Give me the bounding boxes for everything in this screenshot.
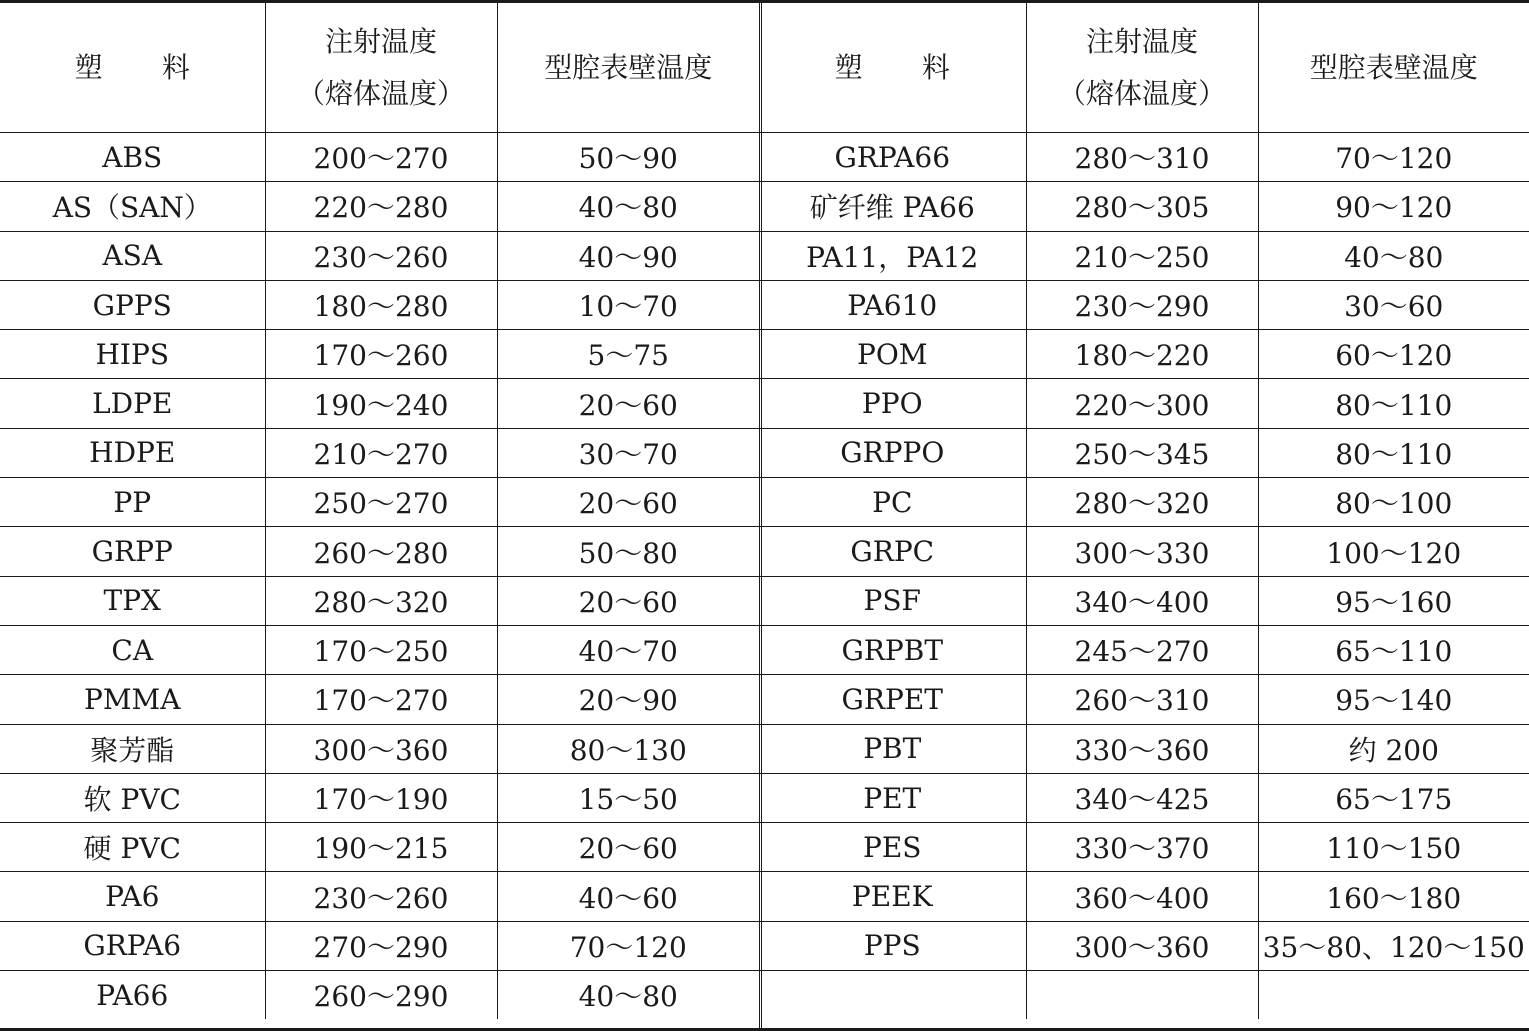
left-plastic-cell: 硬 PVC <box>0 823 265 872</box>
right-mold-cell: 35～80、120～150 <box>1258 921 1529 970</box>
header-melt-temp-right <box>1026 3 1258 133</box>
table-body <box>0 133 1529 1020</box>
left-mold-cell: 20～60 <box>497 379 759 428</box>
right-melt-cell: 245～270 <box>1026 625 1258 674</box>
table-row <box>0 182 1529 231</box>
right-plastic-cell: 矿纤维 PA66 <box>759 182 1026 231</box>
temperature-table <box>0 3 1529 1019</box>
right-melt-cell: 340～400 <box>1026 576 1258 625</box>
right-mold-cell: 160～180 <box>1258 872 1529 921</box>
right-melt-cell: 330～360 <box>1026 724 1258 773</box>
left-mold-cell: 20～60 <box>497 478 759 527</box>
left-melt-cell: 210～270 <box>265 428 497 477</box>
left-melt-cell: 280～320 <box>265 576 497 625</box>
left-plastic-cell: ASA <box>0 231 265 280</box>
right-melt-cell: 280～310 <box>1026 133 1258 182</box>
left-melt-cell: 170～190 <box>265 773 497 822</box>
left-mold-cell: 40～80 <box>578 980 678 1014</box>
header-melt-line2: （熔体温度） <box>1057 76 1226 110</box>
left-melt-cell: 190～215 <box>265 823 497 872</box>
right-melt-cell: 220～300 <box>1026 379 1258 428</box>
left-plastic-cell: PA6 <box>0 872 265 921</box>
right-plastic-cell: GRPA66 <box>759 133 1026 182</box>
left-mold-cell: 20～90 <box>497 675 759 724</box>
right-plastic-cell: PA610 <box>759 280 1026 329</box>
right-melt-cell: 180～220 <box>1026 330 1258 379</box>
double-column-divider <box>759 3 762 1028</box>
header-plastic-right: 塑 料 <box>759 3 1026 133</box>
right-plastic-cell: PES <box>759 823 1026 872</box>
table-row <box>0 478 1529 527</box>
right-plastic-cell: PBT <box>759 724 1026 773</box>
right-mold-cell: 90～120 <box>1258 182 1529 231</box>
right-melt-cell: 300～360 <box>1026 921 1258 970</box>
left-mold-cell: 70～120 <box>497 921 759 970</box>
header-mold-temp-left: 型腔表壁温度 <box>497 3 759 133</box>
table-row <box>0 625 1529 674</box>
left-mold-cell: 15～50 <box>497 773 759 822</box>
left-melt-cell: 250～270 <box>265 478 497 527</box>
right-mold-cell: 70～120 <box>1258 133 1529 182</box>
header-row <box>0 3 1529 133</box>
right-mold-cell: 约 200 <box>1258 724 1529 773</box>
left-melt-cell: 170～250 <box>265 625 497 674</box>
left-plastic-cell: PA66 <box>0 971 265 1020</box>
left-plastic-cell: LDPE <box>0 379 265 428</box>
right-mold-cell: 95～160 <box>1258 576 1529 625</box>
right-plastic-cell: PPS <box>759 921 1026 970</box>
table-row <box>0 675 1529 724</box>
right-plastic-cell: GRPBT <box>759 625 1026 674</box>
right-melt-cell: 280～320 <box>1026 478 1258 527</box>
left-melt-cell: 200～270 <box>265 133 497 182</box>
left-melt-cell: 190～240 <box>265 379 497 428</box>
left-melt-cell: 230～260 <box>265 872 497 921</box>
left-plastic-cell: 聚芳酯 <box>0 724 265 773</box>
left-mold-cell: 40～90 <box>497 231 759 280</box>
left-plastic-cell: 软 PVC <box>0 773 265 822</box>
left-plastic-cell: GPPS <box>0 280 265 329</box>
left-plastic-cell: PMMA <box>0 675 265 724</box>
table-row <box>0 379 1529 428</box>
left-plastic-cell: HIPS <box>0 330 265 379</box>
header-melt-line1: 注射温度 <box>1085 24 1198 58</box>
right-melt-cell: 360～400 <box>1026 872 1258 921</box>
right-mold-cell: 80～110 <box>1258 379 1529 428</box>
left-plastic-cell: AS（SAN） <box>0 182 265 231</box>
table-row <box>0 133 1529 182</box>
right-mold-cell: 40～80 <box>1258 231 1529 280</box>
left-melt-cell: 260～290 <box>265 971 497 1020</box>
table-row <box>0 576 1529 625</box>
header-melt-line1: 注射温度 <box>324 24 437 58</box>
right-mold-cell: 110～150 <box>1258 823 1529 872</box>
left-mold-cell: 50～80 <box>497 527 759 576</box>
right-melt-cell: 340～425 <box>1026 773 1258 822</box>
left-mold-cell: 10～70 <box>497 280 759 329</box>
right-plastic-cell <box>759 971 1026 1020</box>
left-plastic-cell: TPX <box>0 576 265 625</box>
left-melt-cell: 260～280 <box>265 527 497 576</box>
left-melt-cell: 220～280 <box>265 182 497 231</box>
table-row <box>0 773 1529 822</box>
right-melt-cell: 260～310 <box>1026 675 1258 724</box>
left-mold-cell: 40～70 <box>497 625 759 674</box>
table-row <box>0 280 1529 329</box>
left-mold-cell: 80～130 <box>497 724 759 773</box>
header-melt-line2: （熔体温度） <box>296 76 465 110</box>
header-plastic-left: 塑 料 <box>0 3 265 133</box>
right-melt-cell: 230～290 <box>1026 280 1258 329</box>
left-melt-cell: 170～270 <box>265 675 497 724</box>
right-plastic-cell: PPO <box>759 379 1026 428</box>
left-plastic-cell: CA <box>0 625 265 674</box>
right-mold-cell: 95～140 <box>1258 675 1529 724</box>
left-mold-cell: 50～90 <box>497 133 759 182</box>
right-melt-cell: 280～305 <box>1026 182 1258 231</box>
right-melt-cell <box>1026 971 1258 1020</box>
right-mold-cell: 100～120 <box>1258 527 1529 576</box>
header-melt-temp-left <box>265 3 497 133</box>
right-mold-cell <box>1258 971 1529 1020</box>
left-mold-cell: 40～80 <box>497 182 759 231</box>
left-melt-cell: 270～290 <box>265 921 497 970</box>
right-mold-cell: 80～110 <box>1258 428 1529 477</box>
right-melt-cell: 330～370 <box>1026 823 1258 872</box>
right-mold-cell: 60～120 <box>1258 330 1529 379</box>
left-plastic-cell: GRPA6 <box>0 921 265 970</box>
right-plastic-cell: PA11，PA12 <box>759 231 1026 280</box>
left-mold-cell: 40～60 <box>497 872 759 921</box>
right-plastic-cell: PEEK <box>759 872 1026 921</box>
right-plastic-cell: PET <box>759 773 1026 822</box>
right-mold-cell: 65～110 <box>1258 625 1529 674</box>
right-plastic-cell: GRPPO <box>759 428 1026 477</box>
left-mold-cell: 20～60 <box>497 576 759 625</box>
table-row <box>0 231 1529 280</box>
right-mold-cell: 30～60 <box>1258 280 1529 329</box>
left-melt-cell: 300～360 <box>265 724 497 773</box>
left-melt-cell: 180～280 <box>265 280 497 329</box>
right-plastic-cell: PSF <box>759 576 1026 625</box>
left-mold-cell: 30～70 <box>497 428 759 477</box>
left-melt-cell: 170～260 <box>265 330 497 379</box>
table-row <box>0 428 1529 477</box>
right-plastic-cell: PC <box>759 478 1026 527</box>
right-melt-cell: 210～250 <box>1026 231 1258 280</box>
right-plastic-cell: GRPET <box>759 675 1026 724</box>
right-plastic-cell: GRPC <box>759 527 1026 576</box>
table-row <box>0 330 1529 379</box>
table-row <box>0 872 1529 921</box>
table-row <box>0 823 1529 872</box>
right-mold-cell: 80～100 <box>1258 478 1529 527</box>
header-mold-temp-right: 型腔表壁温度 <box>1258 3 1529 133</box>
left-plastic-cell: ABS <box>0 133 265 182</box>
table-row <box>0 724 1529 773</box>
right-melt-cell: 300～330 <box>1026 527 1258 576</box>
left-mold-cell: 20～60 <box>497 823 759 872</box>
right-plastic-cell: POM <box>759 330 1026 379</box>
left-plastic-cell: HDPE <box>0 428 265 477</box>
right-mold-cell: 65～175 <box>1258 773 1529 822</box>
left-mold-cell: 5～75 <box>497 330 759 379</box>
table-row <box>0 971 1529 1020</box>
left-plastic-cell: PP <box>0 478 265 527</box>
table-row <box>0 921 1529 970</box>
right-melt-cell: 250～345 <box>1026 428 1258 477</box>
left-plastic-cell: GRPP <box>0 527 265 576</box>
table-row <box>0 527 1529 576</box>
left-melt-cell: 230～260 <box>265 231 497 280</box>
